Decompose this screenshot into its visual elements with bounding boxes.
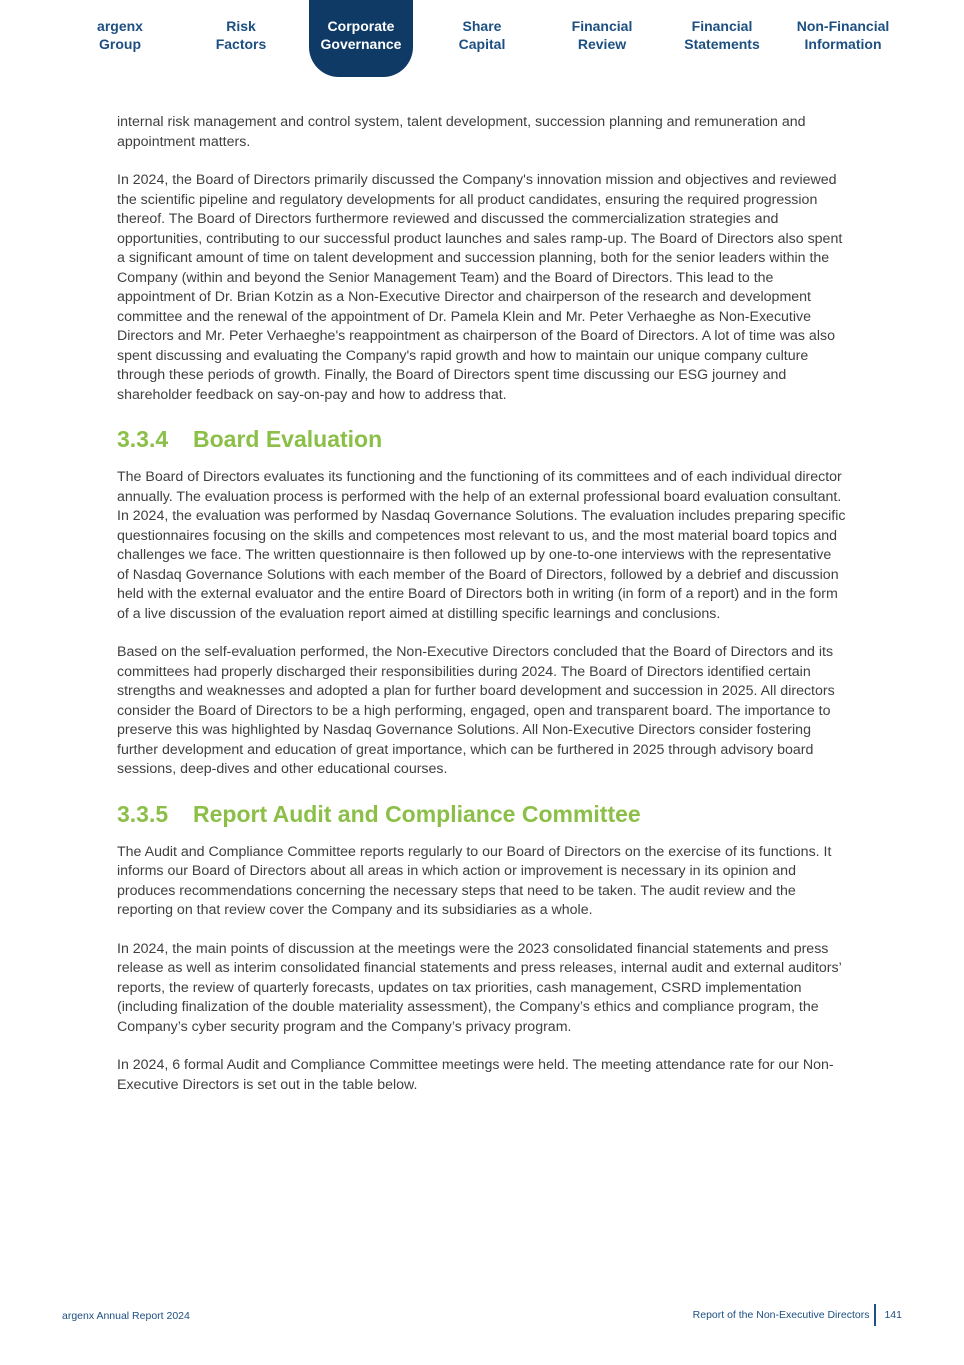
- tab-label-line2: Information: [804, 36, 882, 52]
- top-navigation: [60, 0, 904, 80]
- section-title: Report Audit and Compliance Committee: [193, 800, 641, 827]
- footer-page-info: [693, 1304, 902, 1326]
- section-number: 3.3.5: [117, 800, 169, 827]
- section-number: 3.3.4: [117, 426, 169, 452]
- section-heading-audit-committee: [117, 799, 847, 829]
- section-title: Board Evaluation: [193, 426, 383, 452]
- tab-label-line1: Corporate: [327, 18, 395, 34]
- tab-share-capital[interactable]: [422, 17, 542, 53]
- tab-risk-factors[interactable]: [181, 17, 301, 53]
- tab-label-line1: Share: [462, 18, 502, 34]
- tab-label-line1: Risk: [226, 18, 256, 34]
- tab-label-line2: Factors: [215, 36, 267, 52]
- page-content: [117, 113, 847, 1114]
- paragraph: In 2024, 6 formal Audit and Compliance Committee meetings were held. The meeting attendance rate for our Non-Executive Directors is set out in the table below.: [117, 1057, 834, 1093]
- tab-label-line2: Governance: [320, 36, 402, 52]
- tab-argenx-group[interactable]: [60, 17, 180, 53]
- footer-report-title: argenx Annual Report 2024: [62, 1310, 190, 1322]
- tab-label-line1: Non-Financial: [796, 18, 890, 34]
- tab-label-line2: Capital: [458, 36, 506, 52]
- footer-divider: [874, 1304, 876, 1326]
- tab-label-line2: Group: [99, 36, 141, 52]
- tab-non-financial-information[interactable]: [783, 17, 903, 53]
- section-heading-board-evaluation: [117, 424, 847, 454]
- paragraph: The Audit and Compliance Committee reports regularly to our Board of Directors on the exercise of its functions. It informs our Board of Directors about all areas in which action or improvement is necessary in its opinion and produces recommendations concerning the necessary steps that need to be taken. The audit review and the reporting on that review cover the Company and its subsidiaries as a whole.: [117, 843, 832, 918]
- tab-financial-statements[interactable]: [662, 17, 782, 53]
- tab-financial-review[interactable]: [542, 17, 662, 53]
- tab-label-line1: Financial: [691, 18, 753, 34]
- tab-label-line1: argenx: [97, 18, 143, 34]
- paragraph: Based on the self-evaluation performed, the Non-Executive Directors concluded that the Board of Directors and its committees had properly discharged their responsibilities during 2024. The Board of Directors identified certain strengths and weaknesses and adopted a plan for further board development and succession in 2025. All directors consider the Board of Directors to be a high performing, engaged, open and transparent board. The importance to preserve this was highlighted by Nasdaq Governance Solutions. All Non-Executive Directors consider fostering further development and education of great importance, which can be furthered in 2025 through advisory board sessions, deep-dives and other educational courses.: [117, 644, 835, 777]
- tab-label-line2: Review: [577, 36, 627, 52]
- paragraph: The Board of Directors evaluates its functioning and the functioning of its committees and of each individual director annually. The evaluation process is performed with the help of an external professional board evaluation consultant. In 2024, the evaluation was performed by Nasdaq Governance Solutions. The evaluation includes preparing specific questionnaires focusing on the skills and competences most relevant to us, and the most material board topics and challenges we face. The written questionnaire is then followed up by one-to-one interviews with the representative of Nasdaq Governance Solutions with each member of the Board of Directors, followed by a debrief and discussion held with the external evaluator and the entire Board of Directors both in writing (in form of a report) and in the form of a live discussion of the evaluation report aimed at distilling specific learnings and conclusions.: [117, 469, 846, 622]
- paragraph: internal risk management and control system, talent development, succession planning and remuneration and appointment matters.: [117, 114, 806, 150]
- paragraph: In 2024, the main points of discussion at the meetings were the 2023 consolidated financial statements and press release as well as interim consolidated financial statements and press releases, internal audit and external auditors’ reports, the review of quarterly forecasts, updates on tax priorities, cash management, CSRD implementation (including finalization of the double materiality assessment), the Company’s ethics and compliance program, the Company’s cyber security program and the Company’s privacy program.: [117, 940, 842, 1035]
- paragraph: In 2024, the Board of Directors primarily discussed the Company's innovation mission and objectives and reviewed the scientific pipeline and regulatory developments for all product candidates, ensuring the required progression thereof. The Board of Directors furthermore reviewed and discussed the commercialization strategies and opportunities, contributing to our successful product launches and sales ramp-up. The Board of Directors also spent a significant amount of time on talent development and succession planning, both for the senior leaders within the Company (within and beyond the Senior Management Team) and the Board of Directors. This lead to the appointment of Dr. Brian Kotzin as a Non-Executive Director and chairperson of the research and development committee and the renewal of the appointment of Dr. Pamela Klein and Mr. Peter Verhaeghe as Non-Executive Directors and Mr. Peter Verhaeghe's reappointment as chairperson of the Board of Directors. A lot of time was also spent discussing and evaluating the Company's rapid growth and how to maintain our unique company culture through these periods of growth. Finally, the Board of Directors spent time discussing our ESG journey and shareholder feedback on say-on-pay and how to address that.: [117, 172, 843, 403]
- tab-label-line1: Financial: [571, 18, 633, 34]
- footer-section-name: Report of the Non-Executive Directors: [692, 1309, 870, 1321]
- tab-corporate-governance[interactable]: [309, 0, 413, 77]
- page-number: 141: [884, 1309, 902, 1321]
- tab-label-line2: Statements: [684, 36, 760, 52]
